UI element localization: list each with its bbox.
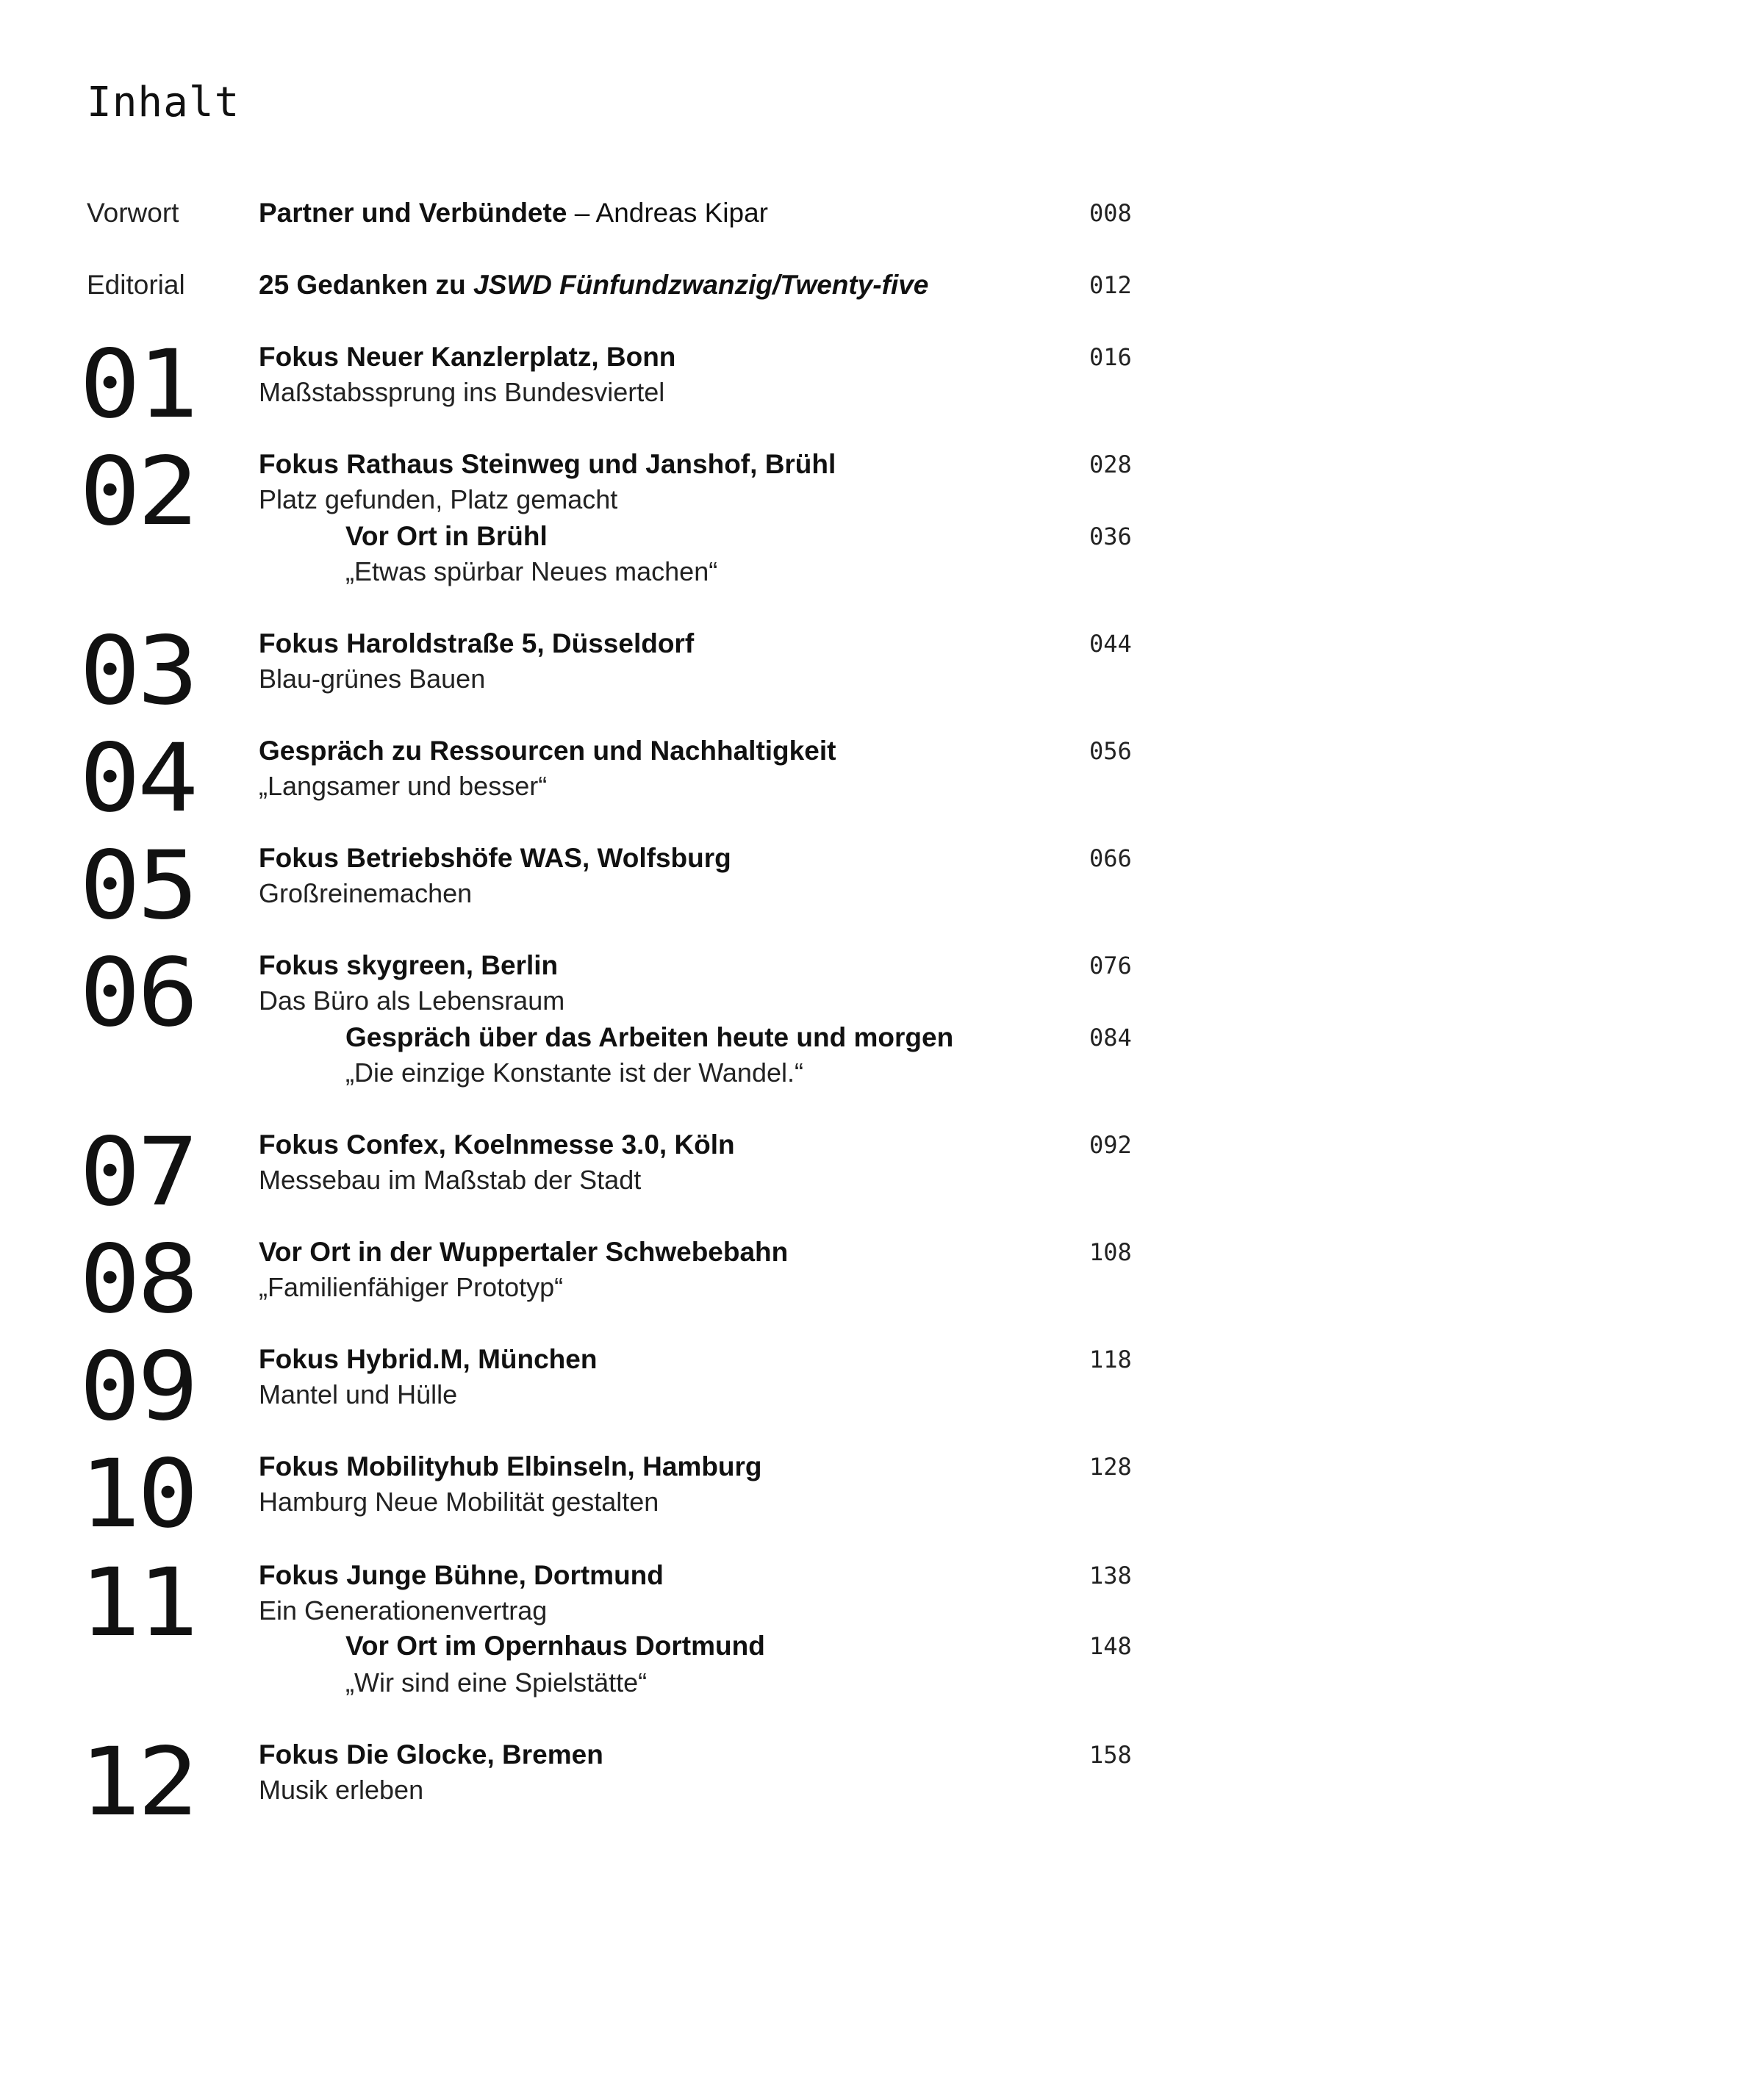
sub-entry-subtitle: „Wir sind eine Spielstätte“ <box>345 1667 648 1698</box>
entry-title: Vor Ort in der Wuppertaler Schwebebahn <box>259 1237 789 1267</box>
chapter-number: 04 <box>79 724 196 833</box>
sub-entry-page-number: 036 <box>1089 522 1132 550</box>
page-number: 044 <box>1089 630 1132 658</box>
sub-entry-subtitle: „Etwas spürbar Neues machen“ <box>345 556 718 586</box>
sub-entry-title[interactable]: Vor Ort im Opernhaus Dortmund <box>345 1631 765 1661</box>
chapter-number: 11 <box>79 1548 196 1658</box>
sub-entry-page-number: 084 <box>1089 1024 1132 1052</box>
entry-title: Fokus Rathaus Steinweg und Janshof, Brühl <box>259 449 836 479</box>
page-number: 158 <box>1089 1741 1132 1769</box>
entry-title: Fokus Hybrid.M, München <box>259 1344 598 1374</box>
entry-title: Fokus Betriebshöfe WAS, Wolfsburg <box>259 843 731 873</box>
chapter-number: 10 <box>79 1440 196 1549</box>
entry-subtitle: Mantel und Hülle <box>259 1379 458 1409</box>
sub-entry-title[interactable]: Vor Ort in Brühl <box>345 521 548 551</box>
page-number: 028 <box>1089 450 1132 478</box>
entry-title: Fokus Confex, Koelnmesse 3.0, Köln <box>259 1129 735 1160</box>
sub-entry-page-number: 148 <box>1089 1632 1132 1660</box>
entry-label: Editorial <box>87 270 185 300</box>
entry-title: Partner und Verbündete – Andreas Kipar <box>259 198 768 228</box>
page-number: 016 <box>1089 343 1132 371</box>
page-number: 128 <box>1089 1453 1132 1481</box>
entry-label: Vorwort <box>87 198 179 228</box>
entry-subtitle: Blau-grünes Bauen <box>259 664 486 694</box>
page-title: Inhalt <box>87 79 240 126</box>
entry-subtitle: Großreinemachen <box>259 878 473 908</box>
entry-subtitle: Maßstabssprung ins Bundesviertel <box>259 377 665 407</box>
entry-subtitle: Platz gefunden, Platz gemacht <box>259 484 618 514</box>
chapter-number: 08 <box>79 1225 196 1335</box>
chapter-number: 06 <box>79 938 196 1048</box>
sub-entry-subtitle: „Die einzige Konstante ist der Wandel.“ <box>345 1057 803 1088</box>
entry-title: Fokus Neuer Kanzlerplatz, Bonn <box>259 342 676 372</box>
page-number: 012 <box>1089 271 1132 299</box>
entry-title: 25 Gedanken zu JSWD Fünfundzwanzig/Twenty-five <box>259 270 929 300</box>
entry-title: Fokus Mobilityhub Elbinseln, Hamburg <box>259 1451 762 1481</box>
page-number: 092 <box>1089 1131 1132 1159</box>
chapter-number: 09 <box>79 1332 196 1442</box>
entry-subtitle: Ein Generationenvertrag <box>259 1595 548 1626</box>
chapter-number: 01 <box>79 330 196 439</box>
entry-subtitle: Musik erleben <box>259 1775 424 1805</box>
page-number: 138 <box>1089 1562 1132 1590</box>
entry-title: Gespräch zu Ressourcen und Nachhaltigkeit <box>259 736 836 766</box>
page-number: 108 <box>1089 1238 1132 1266</box>
entry-subtitle: „Familienfähiger Prototyp“ <box>259 1272 564 1302</box>
chapter-number: 03 <box>79 617 196 726</box>
entry-title: Fokus Die Glocke, Bremen <box>259 1739 603 1770</box>
entry-title: Fokus Haroldstraße 5, Düsseldorf <box>259 628 695 658</box>
page-number: 076 <box>1089 952 1132 980</box>
entry-subtitle: Hamburg Neue Mobilität gestalten <box>259 1487 659 1517</box>
chapter-number: 07 <box>79 1118 196 1227</box>
entry-subtitle: Das Büro als Lebensraum <box>259 985 565 1016</box>
page-number: 056 <box>1089 737 1132 765</box>
entry-subtitle: „Langsamer und besser“ <box>259 771 548 801</box>
chapter-number: 12 <box>79 1728 196 1837</box>
entry-subtitle: Messebau im Maßstab der Stadt <box>259 1165 642 1195</box>
sub-entry-title[interactable]: Gespräch über das Arbeiten heute und morgen <box>345 1022 954 1052</box>
chapter-number: 02 <box>79 437 196 547</box>
entry-title: Fokus skygreen, Berlin <box>259 950 559 980</box>
chapter-number: 05 <box>79 831 196 941</box>
page-number: 066 <box>1089 844 1132 872</box>
page-number: 118 <box>1089 1346 1132 1373</box>
entry-title: Fokus Junge Bühne, Dortmund <box>259 1560 664 1590</box>
page-number: 008 <box>1089 199 1132 227</box>
